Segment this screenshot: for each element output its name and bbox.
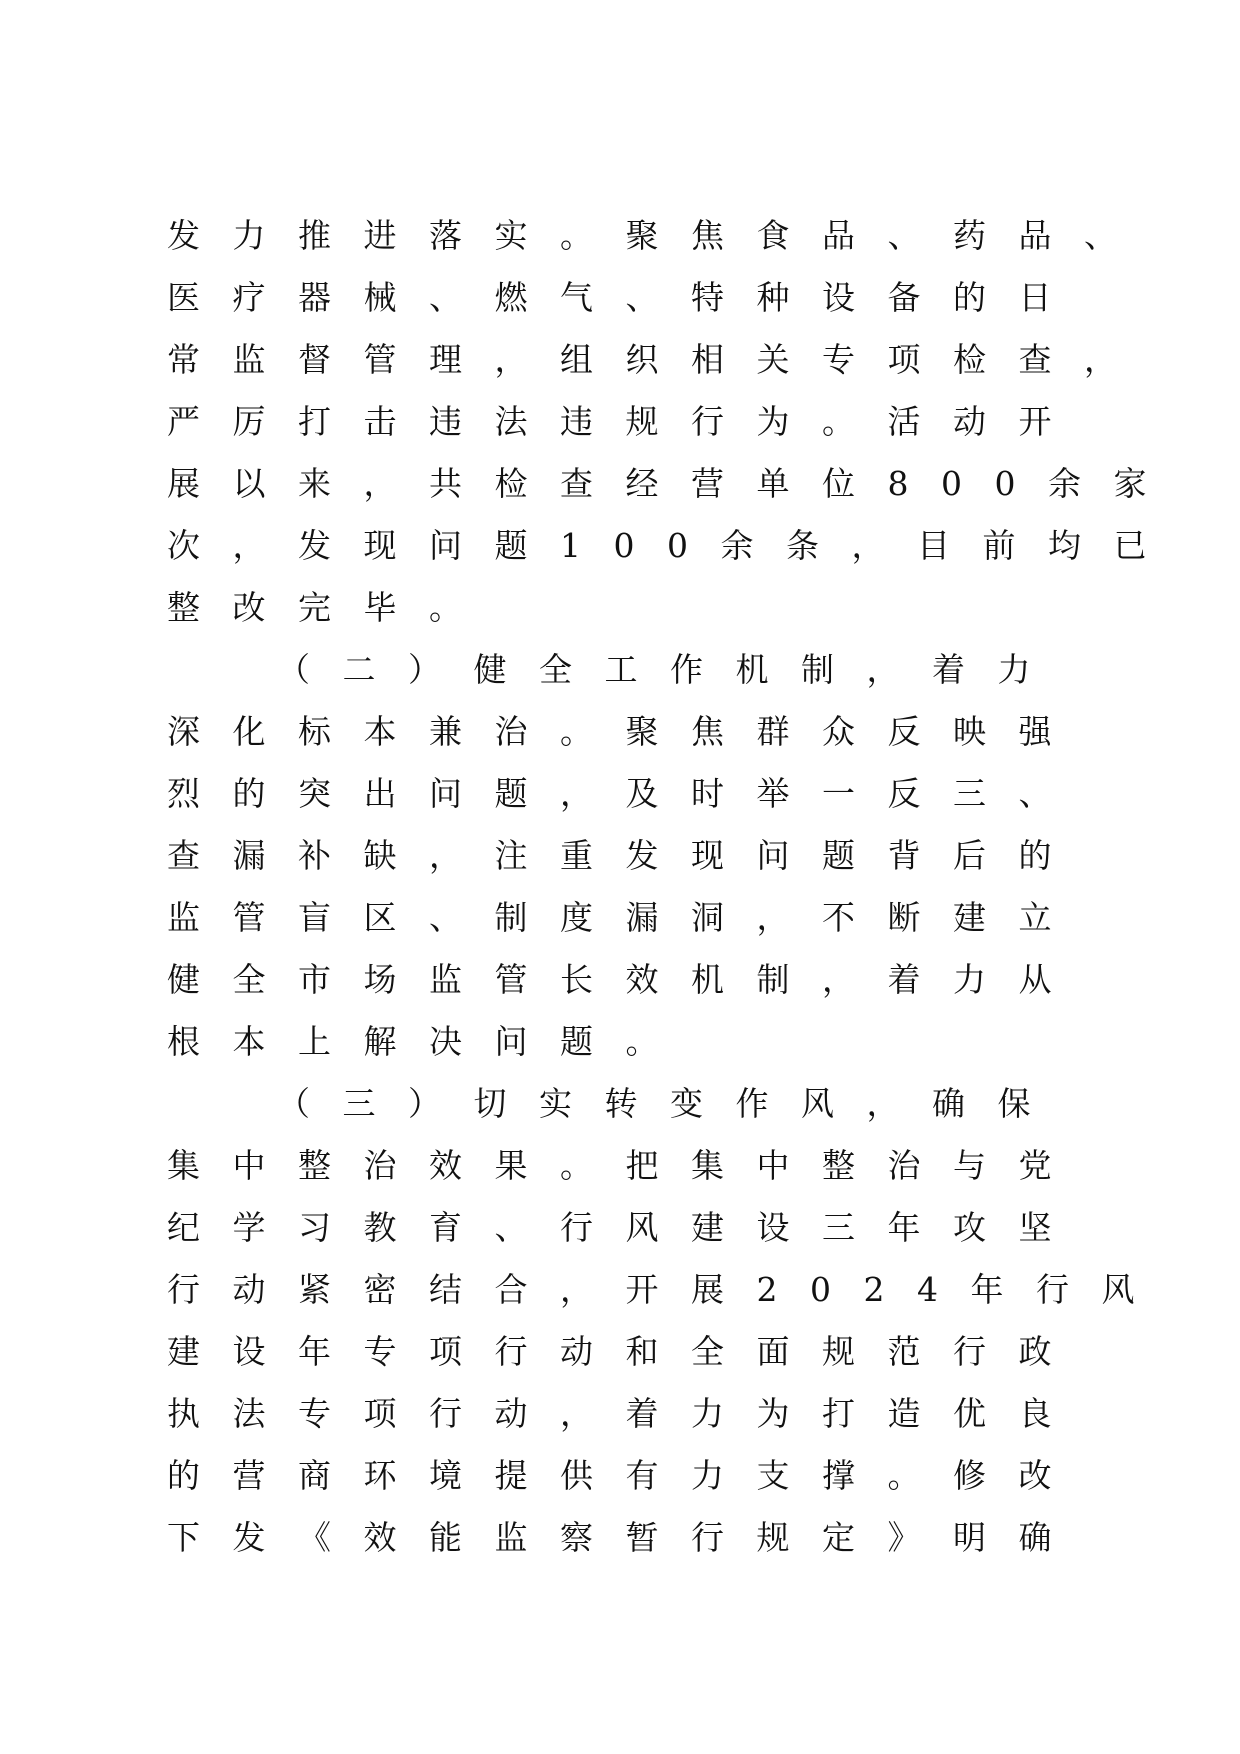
text-line: 集中整治效果。把集中整治与党 xyxy=(167,1146,1084,1185)
text-line: 健全市场监管长效机制，着力从 xyxy=(167,960,1084,999)
text-line: 建设年专项行动和全面规范行政 xyxy=(167,1332,1084,1371)
section-heading-line: （二）健全工作机制，着力 xyxy=(277,650,1063,689)
text-line: 查漏补缺，注重发现问题背后的 xyxy=(167,836,1084,875)
text-line: 展以来，共检查经营单位800余家 xyxy=(167,464,1179,503)
text-line: 整改完毕。 xyxy=(167,588,495,627)
text-line: 严厉打击违法违规行为。活动开 xyxy=(167,402,1084,441)
text-line: 行动紧密结合，开展2024年行风 xyxy=(167,1270,1167,1309)
text-line: 纪学习教育、行风建设三年攻坚 xyxy=(167,1208,1084,1247)
text-line: 的营商环境提供有力支撑。修改 xyxy=(167,1456,1084,1495)
text-line: 下发《效能监察暂行规定》明确 xyxy=(167,1518,1084,1557)
body-text xyxy=(167,205,1179,1569)
section-heading-line: （三）切实转变作风，确保 xyxy=(277,1084,1063,1123)
text-line: 根本上解决问题。 xyxy=(167,1022,691,1061)
text-line: 监管盲区、制度漏洞，不断建立 xyxy=(167,898,1084,937)
text-line: 医疗器械、燃气、特种设备的日 xyxy=(167,278,1084,317)
text-line: 深化标本兼治。聚焦群众反映强 xyxy=(167,712,1084,751)
text-line: 烈的突出问题，及时举一反三、 xyxy=(167,774,1084,813)
text-line: 执法专项行动，着力为打造优良 xyxy=(167,1394,1084,1433)
text-line: 常监督管理，组织相关专项检查， xyxy=(167,340,1150,379)
text-line: 发力推进落实。聚焦食品、药品、 xyxy=(167,216,1150,255)
text-line: 次，发现问题100余条，目前均已 xyxy=(167,526,1179,565)
